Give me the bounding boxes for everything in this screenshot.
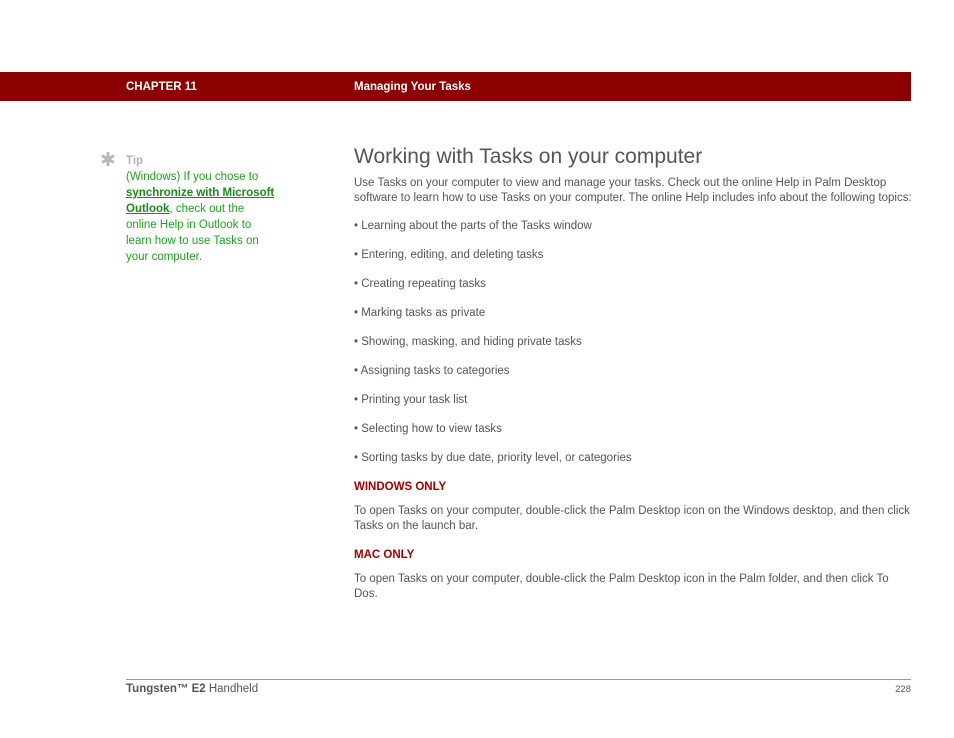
list-item: • Selecting how to view tasks — [354, 423, 502, 435]
list-item: • Showing, masking, and hiding private tasks — [354, 336, 582, 348]
footer-divider — [126, 679, 911, 680]
list-item: • Assigning tasks to categories — [354, 365, 510, 377]
windows-instructions: To open Tasks on your computer, double-click the Palm Desktop icon on the Windows desktop, and then click Tasks on the launch bar. — [354, 505, 910, 532]
topics-list — [354, 219, 914, 480]
tip-text-before: (Windows) If you chose to — [126, 171, 259, 183]
intro-paragraph: Use Tasks on your computer to view and manage your tasks. Check out the online Help in Palm Desktop software to learn how to use Tasks on your computer. The online Help includes info about the following topics: — [354, 177, 912, 204]
list-item: • Sorting tasks by due date, priority level, or categories — [354, 452, 632, 464]
page-title: Working with Tasks on your computer — [354, 145, 703, 168]
mac-instructions: To open Tasks on your computer, double-click the Palm Desktop icon in the Palm folder, and then click To Dos. — [354, 573, 889, 600]
main-content — [354, 144, 914, 616]
tip-heading: Tip — [126, 155, 144, 167]
mac-only-label: MAC ONLY — [354, 549, 415, 561]
list-item: • Creating repeating tasks — [354, 278, 486, 290]
list-item: • Printing your task list — [354, 394, 468, 406]
windows-only-label: WINDOWS ONLY — [354, 481, 447, 493]
link-line-1: synchronize with — [126, 187, 223, 199]
tip-text-after: , check out the online Help in Outlook to learn how to use Tasks on your computer. — [126, 203, 259, 263]
footer-product-name — [126, 683, 258, 695]
list-item: • Learning about the parts of the Tasks window — [354, 220, 592, 232]
page-number: 228 — [895, 684, 911, 695]
chapter-title: Managing Your Tasks — [354, 81, 471, 93]
asterisk-icon: ✱ — [100, 150, 116, 171]
tip-sidebar — [126, 153, 276, 265]
list-item: • Entering, editing, and deleting tasks — [354, 249, 544, 261]
product-model: Tungsten™ E2 — [126, 683, 206, 695]
chapter-number: CHAPTER 11 — [126, 81, 197, 93]
link-line-2: Microsoft Outlook — [126, 187, 275, 215]
list-item: • Marking tasks as private — [354, 307, 486, 319]
product-type: Handheld — [205, 683, 259, 695]
